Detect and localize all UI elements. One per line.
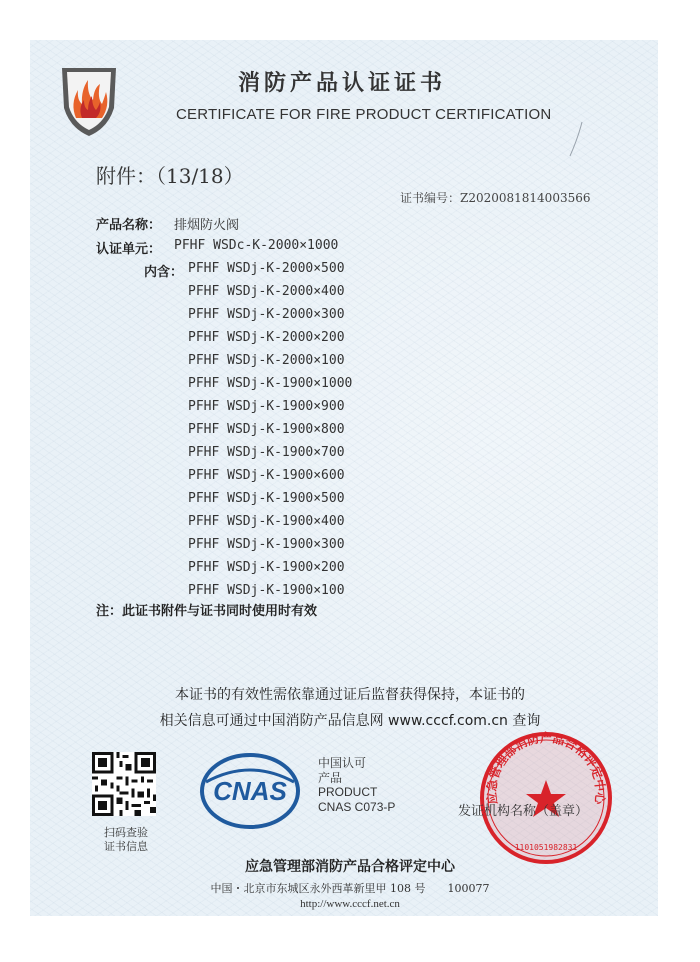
cert-unit-value: PFHF WSDc-K-2000×1000 bbox=[174, 238, 339, 253]
model-item: PFHF WSDj-K-2000×300 bbox=[188, 307, 345, 322]
cnas-line-3: PRODUCT bbox=[318, 785, 378, 799]
product-name-value: 排烟防火阀 bbox=[174, 218, 240, 233]
includes-label: 内含： bbox=[144, 265, 184, 280]
title-chinese: 消防产品认证证书 bbox=[238, 71, 447, 96]
model-item: PFHF WSDj-K-1900×700 bbox=[188, 445, 345, 460]
model-item: PFHF WSDj-K-1900×1000 bbox=[188, 376, 353, 391]
model-item: PFHF WSDj-K-2000×200 bbox=[188, 330, 345, 345]
qr-caption bbox=[92, 826, 160, 854]
official-seal-stamp bbox=[476, 728, 616, 868]
validity-line-1: 本证书的有效性需依靠通过证后监督获得保持，本证书的 bbox=[175, 687, 525, 703]
model-item: PFHF WSDj-K-1900×500 bbox=[188, 491, 345, 506]
usage-note: 注：此证书附件与证书同时使用时有效 bbox=[96, 604, 318, 619]
seal-number: 1101051982831 bbox=[514, 843, 578, 852]
product-name-label: 产品名称： bbox=[96, 218, 162, 233]
cnas-line-1: 中国认可 bbox=[318, 756, 367, 770]
cnas-line-2: 产品 bbox=[318, 770, 343, 785]
model-item: PFHF WSDj-K-2000×400 bbox=[188, 284, 345, 299]
issuer-label: 发证机构名称（盖章） bbox=[458, 804, 589, 819]
attachment-label: 附件：（13/18） bbox=[96, 164, 244, 188]
model-item: PFHF WSDj-K-1900×300 bbox=[188, 537, 345, 552]
model-item: PFHF WSDj-K-1900×600 bbox=[188, 468, 345, 483]
pencil-mark bbox=[560, 120, 590, 160]
center-address: 中国・北京市东城区永外西革新里甲 108 号 100077 bbox=[210, 882, 490, 895]
model-item: PFHF WSDj-K-2000×100 bbox=[188, 353, 345, 368]
model-item: PFHF WSDj-K-1900×900 bbox=[188, 399, 345, 414]
fire-certification-logo-icon bbox=[56, 60, 122, 140]
title-english: CERTIFICATE FOR FIRE PRODUCT CERTIFICATION bbox=[176, 106, 552, 123]
qr-code-icon[interactable] bbox=[92, 752, 156, 816]
model-item: PFHF WSDj-K-2000×500 bbox=[188, 261, 345, 276]
model-item: PFHF WSDj-K-1900×800 bbox=[188, 422, 345, 437]
issuing-center-name: 应急管理部消防产品合格评定中心 bbox=[245, 859, 455, 875]
model-item: PFHF WSDj-K-1900×400 bbox=[188, 514, 345, 529]
cnas-line-4: CNAS C073-P bbox=[318, 799, 396, 814]
seal-text: 应急管理部消防产品合格评定中心 bbox=[484, 731, 608, 806]
cnas-logo-text: CNAS bbox=[213, 776, 287, 806]
cert-unit-label: 认证单元： bbox=[96, 242, 162, 257]
center-website-link[interactable]: http://www.cccf.net.cn bbox=[300, 898, 400, 910]
cnas-logo-icon bbox=[200, 752, 300, 830]
qr-caption-line-1: 扫码查验 bbox=[104, 826, 148, 839]
model-item: PFHF WSDj-K-1900×200 bbox=[188, 560, 345, 575]
certificate-number: 证书编号：Z2020081814003566 bbox=[400, 191, 591, 205]
validity-line-2: 相关信息可通过中国消防产品信息网 www.cccf.com.cn 查询 bbox=[159, 713, 541, 729]
qr-caption-line-2: 证书信息 bbox=[104, 840, 148, 853]
cnas-accreditation-text bbox=[318, 756, 395, 814]
model-item: PFHF WSDj-K-1900×100 bbox=[188, 583, 345, 598]
